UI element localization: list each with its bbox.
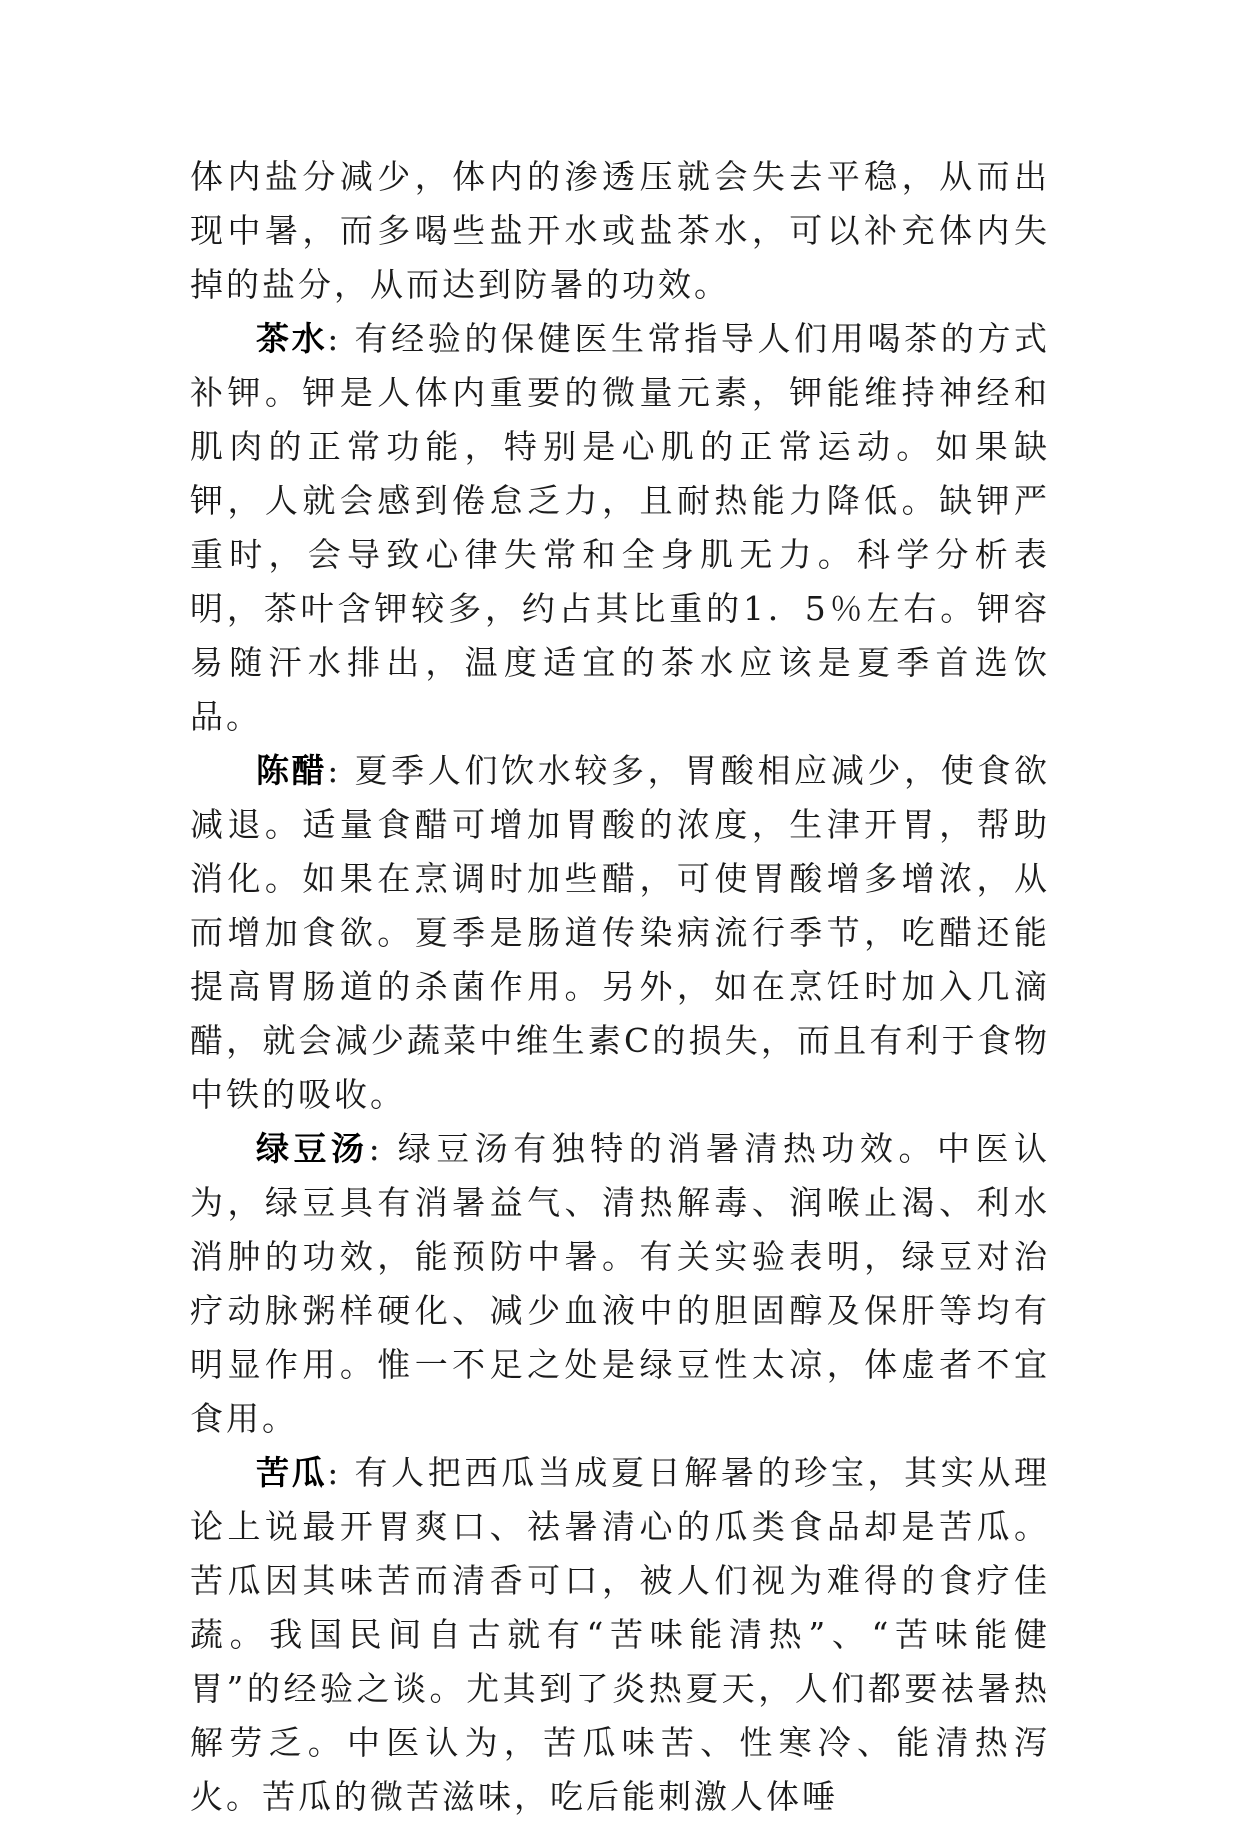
section-heading-mung-bean: 绿豆汤 [256, 1129, 369, 1168]
paragraph-text: 体内盐分减少，体内的渗透压就会失去平稳，从而出现中暑，而多喝些盐开水或盐茶水，可以补充体内失掉的盐分，从而达到防暑的功效。 [190, 157, 1050, 304]
section-heading-vinegar: 陈醋 [256, 751, 328, 790]
paragraph-mung-bean [190, 1122, 1050, 1446]
paragraph-tea [190, 312, 1050, 744]
paragraph-text: 夏季人们饮水较多，胃酸相应减少，使食欲减退。适量食醋可增加胃酸的浓度，生津开胃，帮助消化。如果在烹调时加些醋，可使胃酸增多增浓，从而增加食欲。夏季是肠道传染病流行季节，吃醋还能提高胃肠道的杀菌作用。另外，如在烹饪时加入几滴醋，就会减少蔬菜中维生素C的损失，而且有利于食物中铁的吸收。 [190, 751, 1050, 1114]
paragraph-bitter-melon [190, 1446, 1050, 1824]
section-heading-bitter-melon: 苦瓜 [256, 1453, 328, 1492]
paragraph-text: 有人把西瓜当成夏日解暑的珍宝，其实从理论上说最开胃爽口、祛暑清心的瓜类食品却是苦瓜。苦瓜因其味苦而清香可口，被人们视为难得的食疗佳蔬。我国民间自古就有“苦味能清热”、“苦味能健胃”的经验之谈。尤其到了炎热夏天，人们都要祛暑热解劳乏。中医认为，苦瓜味苦、性寒冷、能清热泻火。苦瓜的微苦滋味，吃后能刺激人体唾 [190, 1453, 1050, 1816]
heading-separator: : [327, 319, 341, 358]
paragraph-salt-continued [190, 150, 1050, 312]
heading-separator: : [327, 751, 341, 790]
paragraph-vinegar [190, 744, 1050, 1122]
paragraph-text: 绿豆汤有独特的消暑清热功效。中医认为，绿豆具有消暑益气、清热解毒、润喉止渴、利水消肿的功效，能预防中暑。有关实验表明，绿豆对治疗动脉粥样硬化、减少血液中的胆固醇及保肝等均有明显作用。惟一不足之处是绿豆性太凉，体虚者不宜食用。 [190, 1129, 1050, 1438]
heading-separator: : [327, 1453, 341, 1492]
heading-separator: : [368, 1129, 382, 1168]
paragraph-text: 有经验的保健医生常指导人们用喝茶的方式补钾。钾是人体内重要的微量元素，钾能维持神经和肌肉的正常功能，特别是心肌的正常运动。如果缺钾，人就会感到倦怠乏力，且耐热能力降低。缺钾严重时，会导致心律失常和全身肌无力。科学分析表明，茶叶含钾较多，约占其比重的1．5％左右。钾容易随汗水排出，温度适宜的茶水应该是夏季首选饮品。 [190, 319, 1050, 736]
body-text [190, 150, 1050, 1824]
section-heading-tea: 茶水 [256, 319, 328, 358]
